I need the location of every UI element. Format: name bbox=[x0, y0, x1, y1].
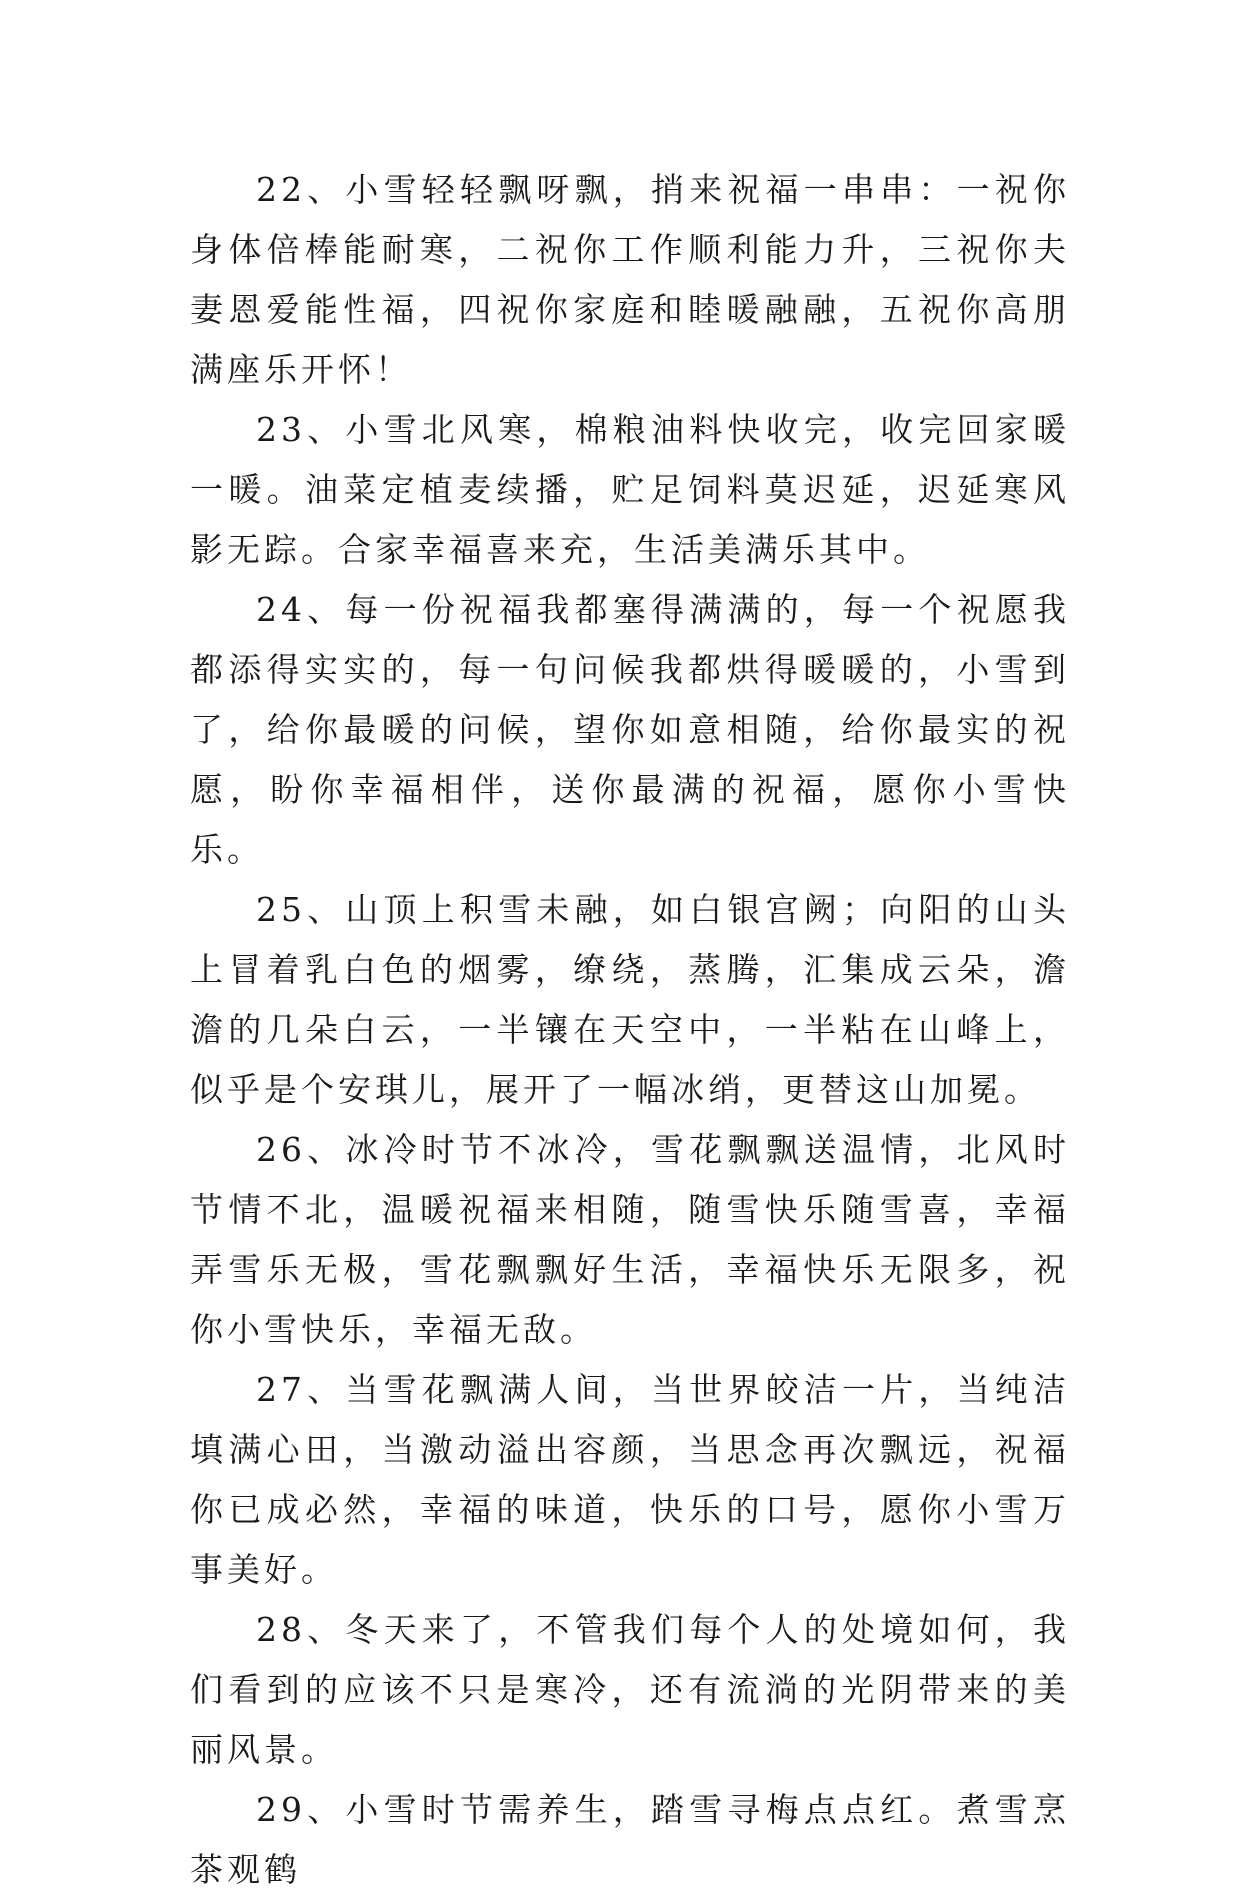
paragraph-25: 25、山顶上积雪未融，如白银宫阙；向阳的山头上冒着乳白色的烟雾，缭绕，蒸腾，汇集成云朵，澹澹的几朵白云，一半镶在天空中，一半粘在山峰上，似乎是个安琪儿，展开了一幅冰绡，更替这山加冕。 bbox=[190, 890, 1070, 1109]
document-body bbox=[190, 160, 1070, 1900]
paragraph-29: 29、小雪时节需养生，踏雪寻梅点点红。煮雪烹茶观鹤 bbox=[190, 1790, 1070, 1889]
paragraph-24: 24、每一份祝福我都塞得满满的，每一个祝愿我都添得实实的，每一句问候我都烘得暖暖的，小雪到了，给你最暖的问候，望你如意相随，给你最实的祝愿，盼你幸福相伴，送你最满的祝福，愿你小雪快乐。 bbox=[190, 590, 1070, 869]
paragraph-23: 23、小雪北风寒，棉粮油料快收完，收完回家暖一暖。油菜定植麦续播，贮足饲料莫迟延，迟延寒风影无踪。合家幸福喜来充，生活美满乐其中。 bbox=[190, 410, 1070, 569]
paragraph-26: 26、冰冷时节不冰冷，雪花飘飘送温情，北风时节情不北，温暖祝福来相随，随雪快乐随雪喜，幸福弄雪乐无极，雪花飘飘好生活，幸福快乐无限多，祝你小雪快乐，幸福无敌。 bbox=[190, 1130, 1070, 1349]
paragraph-27: 27、当雪花飘满人间，当世界皎洁一片，当纯洁填满心田，当激动溢出容颜，当思念再次飘远，祝福你已成必然，幸福的味道，快乐的口号，愿你小雪万事美好。 bbox=[190, 1370, 1070, 1589]
paragraph-22: 22、小雪轻轻飘呀飘，捎来祝福一串串：一祝你身体倍棒能耐寒，二祝你工作顺利能力升，三祝你夫妻恩爱能性福，四祝你家庭和睦暖融融，五祝你高朋满座乐开怀！ bbox=[190, 170, 1070, 389]
paragraph-28: 28、冬天来了，不管我们每个人的处境如何，我们看到的应该不只是寒冷，还有流淌的光阴带来的美丽风景。 bbox=[190, 1610, 1070, 1769]
